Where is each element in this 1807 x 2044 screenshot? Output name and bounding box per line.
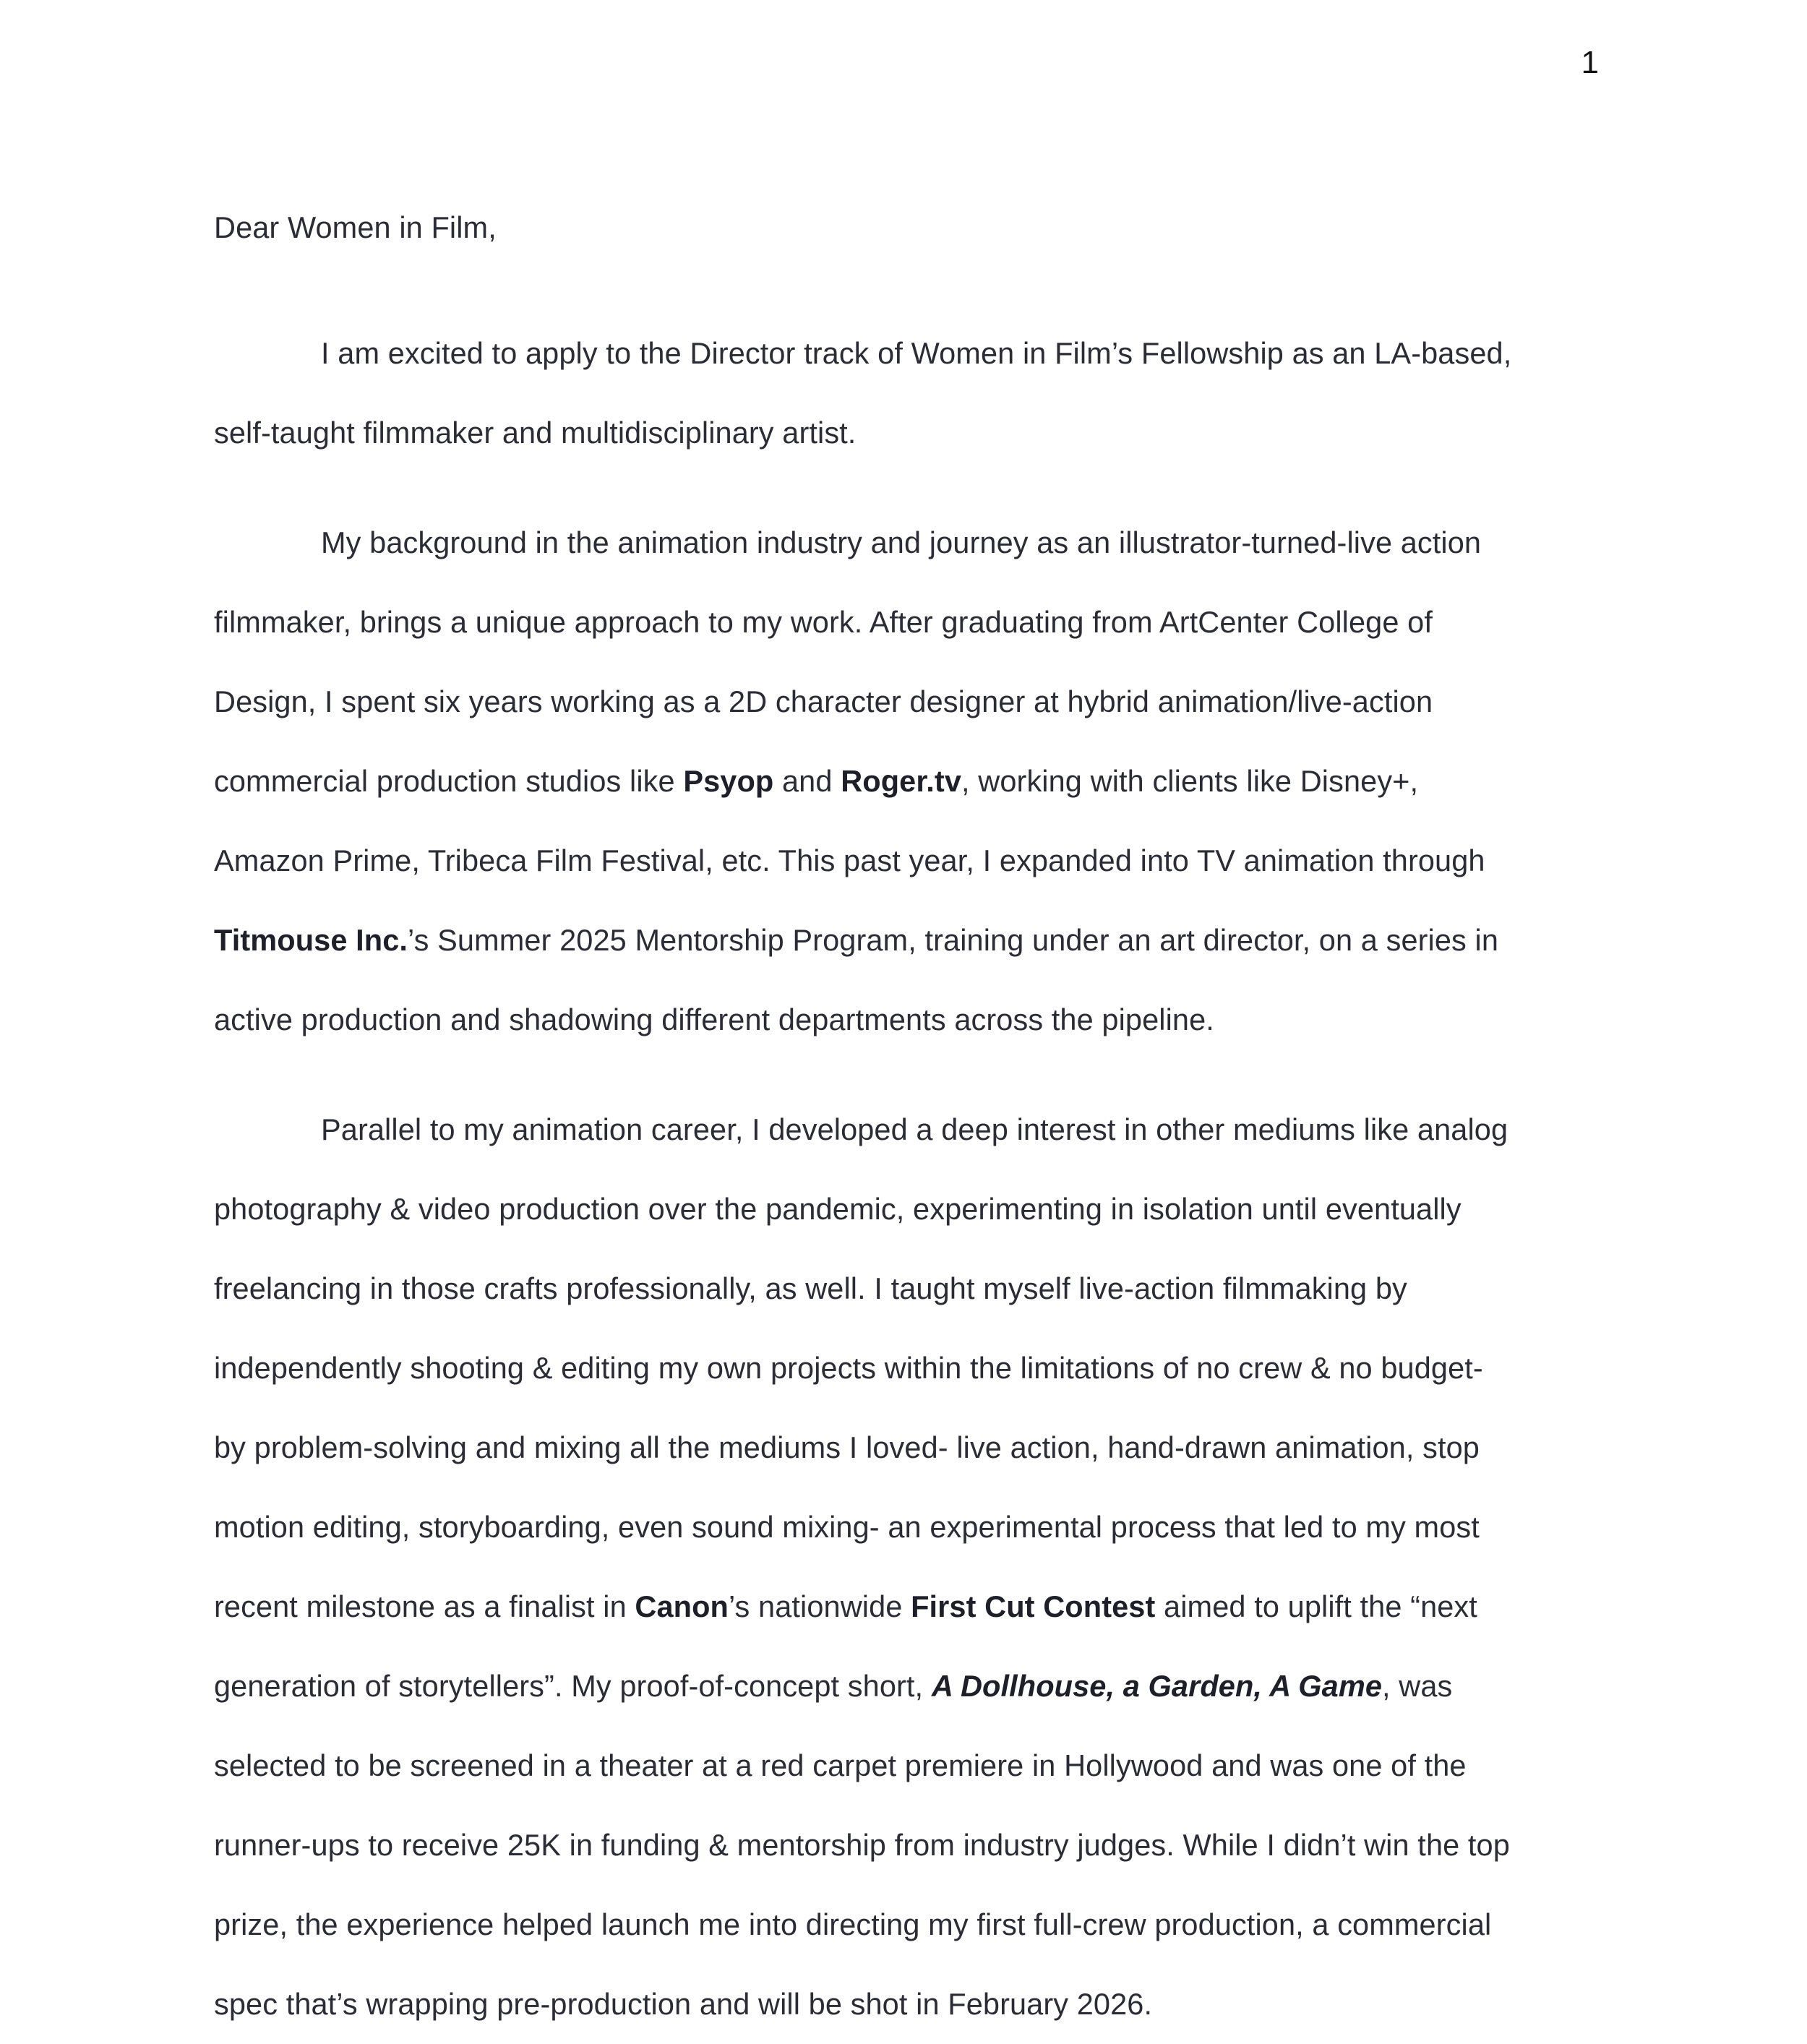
text-line: filmmaker, brings a unique approach to my work. After graduating from ArtCenter College of: [214, 605, 1433, 639]
text-segment: aimed to uplift the “next: [1155, 1589, 1477, 1623]
text-line: [214, 1646, 1609, 1726]
text-segment: recent milestone as a finalist in: [214, 1589, 635, 1623]
text-line: I am excited to apply to the Director track of Women in Film’s Fellowship as an LA-based,: [321, 336, 1512, 370]
text-segment: ’s Summer 2025 Mentorship Program, training under an art director, on a series in: [408, 923, 1499, 957]
text-line: spec that’s wrapping pre-production and will be shot in February 2026.: [214, 1987, 1153, 2021]
text-line: freelancing in those crafts professionally, as well. I taught myself live-action filmmaking by: [214, 1271, 1407, 1305]
text-segment: commercial production studios like: [214, 764, 684, 798]
text-line: runner-ups to receive 25K in funding & mentorship from industry judges. While I didn’t win the top: [214, 1828, 1510, 1862]
salutation: Dear Women in Film,: [214, 210, 497, 244]
studio-name-roger-tv: Roger.tv: [841, 764, 962, 798]
text-line: independently shooting & editing my own projects within the limitations of no crew & no budget-: [214, 1351, 1483, 1385]
text-segment: , was: [1382, 1669, 1453, 1703]
text-segment: generation of storytellers”. My proof-of-concept short,: [214, 1669, 932, 1703]
text-line: by problem-solving and mixing all the mediums I loved- live action, hand-drawn animation, stop: [214, 1430, 1480, 1464]
page-number: 1: [1581, 45, 1599, 80]
text-line: Parallel to my animation career, I developed a deep interest in other mediums like analog: [321, 1112, 1508, 1146]
text-line: selected to be screened in a theater at a red carpet premiere in Hollywood and was one of the: [214, 1748, 1467, 1782]
paragraph-intro: [214, 314, 1609, 473]
text-line: prize, the experience helped launch me into directing my first full-crew production, a commercial: [214, 1907, 1492, 1941]
paragraph-career: [214, 1090, 1609, 2044]
brand-name-canon: Canon: [635, 1589, 729, 1623]
film-title: A Dollhouse, a Garden, A Game: [931, 1669, 1383, 1703]
studio-name-psyop: Psyop: [683, 764, 774, 798]
text-line: motion editing, storyboarding, even sound mixing- an experimental process that led to my most: [214, 1510, 1480, 1544]
letter-body: [214, 204, 1609, 2044]
text-line: Amazon Prime, Tribeca Film Festival, etc. This past year, I expanded into TV animation through: [214, 843, 1485, 877]
text-line: My background in the animation industry and journey as an illustrator-turned-live action: [321, 525, 1482, 559]
paragraph-background: [214, 503, 1609, 1060]
text-line: [214, 1567, 1609, 1646]
text-line: [214, 901, 1609, 980]
text-line: Design, I spent six years working as a 2D character designer at hybrid animation/live-action: [214, 684, 1433, 718]
text-segment: , working with clients like Disney+,: [961, 764, 1419, 798]
text-line: [214, 742, 1609, 821]
text-line: self-taught filmmaker and multidisciplinary artist.: [214, 416, 857, 450]
text-segment: ’s nationwide: [728, 1589, 911, 1623]
studio-name-titmouse: Titmouse Inc.: [214, 923, 408, 957]
contest-name: First Cut Contest: [911, 1589, 1156, 1623]
text-segment: and: [773, 764, 841, 798]
text-line: active production and shadowing different departments across the pipeline.: [214, 1002, 1214, 1036]
text-line: photography & video production over the pandemic, experimenting in isolation until eventually: [214, 1192, 1462, 1226]
